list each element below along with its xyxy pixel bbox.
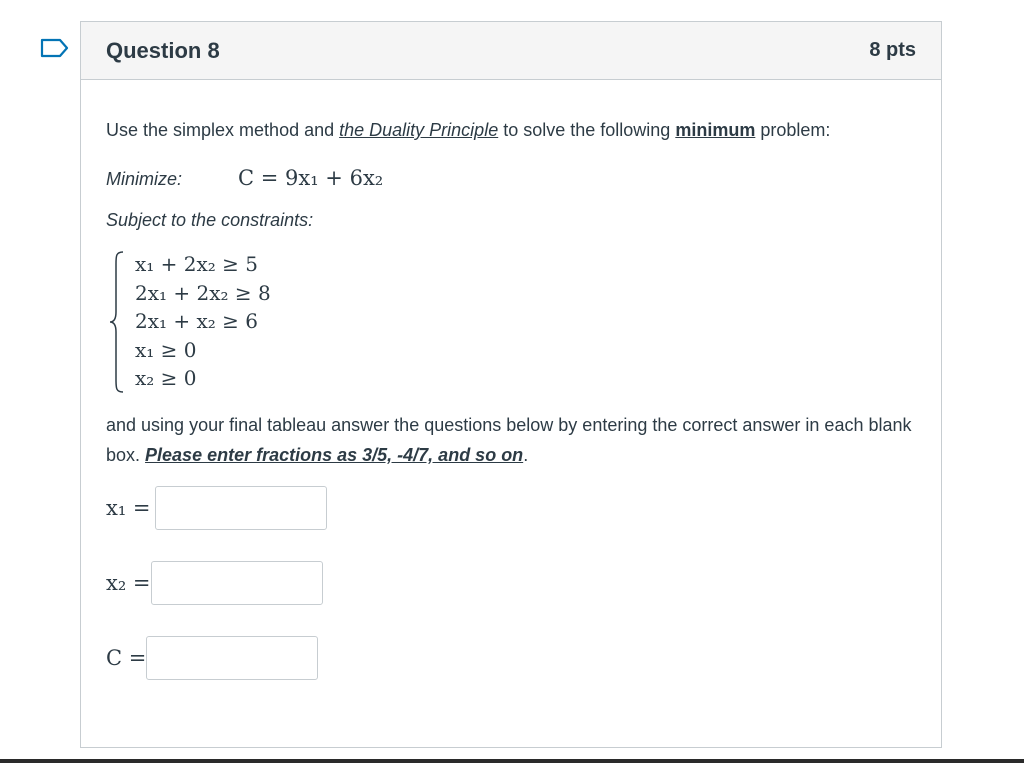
question-header bbox=[81, 22, 941, 80]
duality-principle-text: the Duality Principle bbox=[339, 120, 499, 140]
minimize-label: Minimize: bbox=[106, 169, 183, 189]
x1-answer-input[interactable] bbox=[155, 486, 327, 530]
closing-text: and using your final tableau answer the questions below by entering the correct answer in each blank box. bbox=[106, 415, 912, 465]
objective-function: C = 9x₁ + 6x₂ bbox=[238, 166, 384, 190]
answer-row-x2 bbox=[106, 561, 323, 605]
subject-to-label: Subject to the constraints: bbox=[106, 210, 314, 230]
objective-row bbox=[106, 166, 383, 190]
fractions-note: Please enter fractions as 3/5, -4/7, and so on bbox=[145, 445, 524, 465]
question-card bbox=[80, 21, 942, 748]
constraint-5: x₂ ≥ 0 bbox=[135, 366, 197, 390]
constraint-3: 2x₁ + x₂ ≥ 6 bbox=[135, 309, 258, 333]
answer-row-c bbox=[106, 636, 318, 680]
x2-label: x₂ = bbox=[106, 571, 151, 595]
intro-text: Use the simplex method and bbox=[106, 120, 340, 140]
intro-text-middle: to solve the following bbox=[498, 120, 676, 140]
answer-row-x1 bbox=[106, 486, 327, 530]
closing-instructions bbox=[106, 410, 916, 470]
constraint-1: x₁ + 2x₂ ≥ 5 bbox=[135, 252, 258, 276]
x1-label: x₁ = bbox=[106, 496, 151, 520]
c-answer-input[interactable] bbox=[146, 636, 318, 680]
closing-period: . bbox=[523, 445, 529, 465]
bottom-edge-bar bbox=[0, 759, 1024, 763]
minimum-emphasis: minimum bbox=[675, 120, 756, 140]
question-points: 8 pts bbox=[869, 39, 916, 61]
flag-question-icon[interactable] bbox=[40, 38, 70, 58]
x2-answer-input[interactable] bbox=[151, 561, 323, 605]
question-intro bbox=[106, 120, 830, 141]
question-title: Question 8 bbox=[106, 37, 220, 63]
constraint-2: 2x₁ + 2x₂ ≥ 8 bbox=[135, 280, 271, 305]
c-label: C = bbox=[106, 646, 147, 670]
constraint-list bbox=[135, 250, 271, 393]
intro-text-suffix: problem: bbox=[755, 120, 831, 140]
constraint-4: x₁ ≥ 0 bbox=[135, 337, 197, 362]
left-brace-icon bbox=[109, 250, 125, 394]
